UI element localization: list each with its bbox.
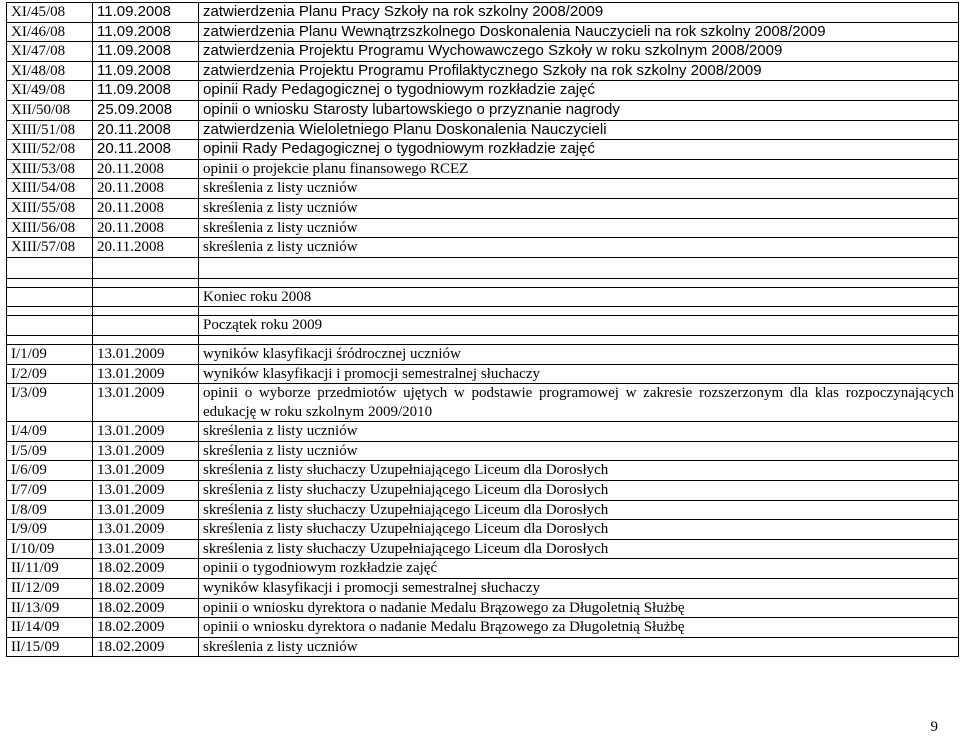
resolution-date: 13.01.2009 xyxy=(93,500,199,520)
resolution-date: 11.09.2008 xyxy=(93,42,199,62)
resolution-date: 18.02.2009 xyxy=(93,598,199,618)
resolution-subject: skreślenia z listy słuchaczy Uzupełniającego Liceum dla Dorosłych xyxy=(199,500,959,520)
table-row xyxy=(7,218,959,238)
resolution-number: I/3/09 xyxy=(7,384,93,422)
resolution-date: 20.11.2008 xyxy=(93,179,199,199)
table-row xyxy=(7,520,959,540)
resolution-date: 11.09.2008 xyxy=(93,3,199,23)
resolution-subject: wyników klasyfikacji śródrocznej uczniów xyxy=(199,344,959,364)
resolution-date: 20.11.2008 xyxy=(93,198,199,218)
resolution-subject: opinii o wniosku dyrektora o nadanie Medalu Brązowego za Długoletnią Służbę xyxy=(199,618,959,638)
table-row xyxy=(7,120,959,140)
resolution-date: 18.02.2009 xyxy=(93,637,199,657)
resolution-date: 20.11.2008 xyxy=(93,238,199,258)
resolution-subject: opinii Rady Pedagogicznej o tygodniowym rozkładzie zajęć xyxy=(199,140,959,160)
resolution-number: XIII/56/08 xyxy=(7,218,93,238)
resolution-number: XIII/53/08 xyxy=(7,159,93,179)
table-row xyxy=(7,140,959,160)
resolution-date: 13.01.2009 xyxy=(93,384,199,422)
resolution-subject: opinii o wniosku dyrektora o nadanie Medalu Brązowego za Długoletnią Służbę xyxy=(199,598,959,618)
table-row xyxy=(7,61,959,81)
resolutions-table xyxy=(6,2,959,657)
resolution-number: XI/48/08 xyxy=(7,61,93,81)
resolution-number: I/2/09 xyxy=(7,364,93,384)
resolution-subject: opinii o tygodniowym rozkładzie zajęć xyxy=(199,559,959,579)
resolution-subject: skreślenia z listy uczniów xyxy=(199,218,959,238)
table-row xyxy=(7,422,959,442)
resolution-number: I/10/09 xyxy=(7,539,93,559)
table-row xyxy=(7,81,959,101)
resolution-subject: zatwierdzenia Projektu Programu Profilaktycznego Szkoły na rok szkolny 2008/2009 xyxy=(199,61,959,81)
resolution-date: 20.11.2008 xyxy=(93,120,199,140)
resolution-date: 20.11.2008 xyxy=(93,140,199,160)
table-row xyxy=(7,559,959,579)
table-row xyxy=(7,344,959,364)
resolution-number: XI/47/08 xyxy=(7,42,93,62)
resolution-subject: wyników klasyfikacji i promocji semestralnej słuchaczy xyxy=(199,364,959,384)
resolution-date: 13.01.2009 xyxy=(93,461,199,481)
resolution-subject: skreślenia z listy słuchaczy Uzupełniającego Liceum dla Dorosłych xyxy=(199,520,959,540)
resolution-subject: skreślenia z listy uczniów xyxy=(199,179,959,199)
resolution-number: I/5/09 xyxy=(7,441,93,461)
resolution-subject: opinii o projekcie planu finansowego RCEZ xyxy=(199,159,959,179)
resolution-subject: zatwierdzenia Projektu Programu Wychowawczego Szkoły w roku szkolnym 2008/2009 xyxy=(199,42,959,62)
resolution-subject: skreślenia z listy uczniów xyxy=(199,198,959,218)
resolution-number: II/15/09 xyxy=(7,637,93,657)
table-row xyxy=(7,3,959,23)
table-row xyxy=(7,238,959,258)
end-of-year-label: Koniec roku 2008 xyxy=(199,287,959,307)
year-divider xyxy=(7,257,959,344)
table-section-2009 xyxy=(7,344,959,657)
resolution-date: 13.01.2009 xyxy=(93,539,199,559)
table-row xyxy=(7,461,959,481)
resolution-subject: opinii Rady Pedagogicznej o tygodniowym rozkładzie zajęć xyxy=(199,81,959,101)
table-row xyxy=(7,579,959,599)
table-row xyxy=(7,159,959,179)
resolution-subject: zatwierdzenia Planu Pracy Szkoły na rok szkolny 2008/2009 xyxy=(199,3,959,23)
resolution-date: 13.01.2009 xyxy=(93,441,199,461)
resolution-number: I/7/09 xyxy=(7,481,93,501)
resolution-subject: skreślenia z listy słuchaczy Uzupełniającego Liceum dla Dorosłych xyxy=(199,481,959,501)
resolution-date: 20.11.2008 xyxy=(93,159,199,179)
start-of-year-label: Początek roku 2009 xyxy=(199,316,959,336)
table-row xyxy=(7,441,959,461)
table-row xyxy=(7,198,959,218)
resolution-number: XIII/51/08 xyxy=(7,120,93,140)
resolution-number: II/13/09 xyxy=(7,598,93,618)
resolution-date: 13.01.2009 xyxy=(93,422,199,442)
table-row xyxy=(7,42,959,62)
resolution-date: 20.11.2008 xyxy=(93,218,199,238)
resolution-date: 13.01.2009 xyxy=(93,344,199,364)
resolution-date: 11.09.2008 xyxy=(93,61,199,81)
resolution-subject: skreślenia z listy uczniów xyxy=(199,441,959,461)
resolution-date: 11.09.2008 xyxy=(93,81,199,101)
resolution-number: I/1/09 xyxy=(7,344,93,364)
table-row xyxy=(7,384,959,422)
page-number: 9 xyxy=(930,719,938,735)
table-row xyxy=(7,364,959,384)
resolution-number: II/12/09 xyxy=(7,579,93,599)
resolution-number: XIII/52/08 xyxy=(7,140,93,160)
table-row xyxy=(7,179,959,199)
resolution-number: I/6/09 xyxy=(7,461,93,481)
resolution-subject: wyników klasyfikacji i promocji semestralnej słuchaczy xyxy=(199,579,959,599)
resolution-number: XIII/54/08 xyxy=(7,179,93,199)
resolution-subject: opinii o wniosku Starosty lubartowskiego o przyznanie nagrody xyxy=(199,100,959,120)
resolution-number: XIII/57/08 xyxy=(7,238,93,258)
resolution-subject: skreślenia z listy uczniów xyxy=(199,238,959,258)
table-row xyxy=(7,100,959,120)
resolution-number: XIII/55/08 xyxy=(7,198,93,218)
resolution-date: 18.02.2009 xyxy=(93,579,199,599)
table-row xyxy=(7,500,959,520)
resolution-number: II/14/09 xyxy=(7,618,93,638)
resolution-number: XI/46/08 xyxy=(7,22,93,42)
table-row xyxy=(7,539,959,559)
table-row xyxy=(7,598,959,618)
resolution-date: 13.01.2009 xyxy=(93,364,199,384)
resolution-number: XI/49/08 xyxy=(7,81,93,101)
table-row xyxy=(7,618,959,638)
resolution-subject: skreślenia z listy słuchaczy Uzupełniającego Liceum dla Dorosłych xyxy=(199,461,959,481)
table-row xyxy=(7,22,959,42)
resolution-date: 18.02.2009 xyxy=(93,618,199,638)
resolution-subject: zatwierdzenia Wieloletniego Planu Doskonalenia Nauczycieli xyxy=(199,120,959,140)
resolution-subject: opinii o wyborze przedmiotów ujętych w podstawie programowej w zakresie rozszerzonym dla klas rozpoczynających edukację w roku szkolnym 2009/2010 xyxy=(199,384,959,422)
resolution-number: I/9/09 xyxy=(7,520,93,540)
table-row xyxy=(7,481,959,501)
table-section-2008 xyxy=(7,3,959,258)
resolution-subject: skreślenia z listy uczniów xyxy=(199,422,959,442)
resolution-number: XI/45/08 xyxy=(7,3,93,23)
resolution-date: 11.09.2008 xyxy=(93,22,199,42)
resolution-number: I/8/09 xyxy=(7,500,93,520)
resolution-subject: skreślenia z listy uczniów xyxy=(199,637,959,657)
resolution-number: XII/50/08 xyxy=(7,100,93,120)
table-row xyxy=(7,637,959,657)
resolution-subject: skreślenia z listy słuchaczy Uzupełniającego Liceum dla Dorosłych xyxy=(199,539,959,559)
resolution-date: 13.01.2009 xyxy=(93,481,199,501)
resolution-number: II/11/09 xyxy=(7,559,93,579)
resolution-subject: zatwierdzenia Planu Wewnątrzszkolnego Doskonalenia Nauczycieli na rok szkolny 2008/2009 xyxy=(199,22,959,42)
resolution-date: 13.01.2009 xyxy=(93,520,199,540)
resolution-date: 25.09.2008 xyxy=(93,100,199,120)
resolution-number: I/4/09 xyxy=(7,422,93,442)
resolution-date: 18.02.2009 xyxy=(93,559,199,579)
